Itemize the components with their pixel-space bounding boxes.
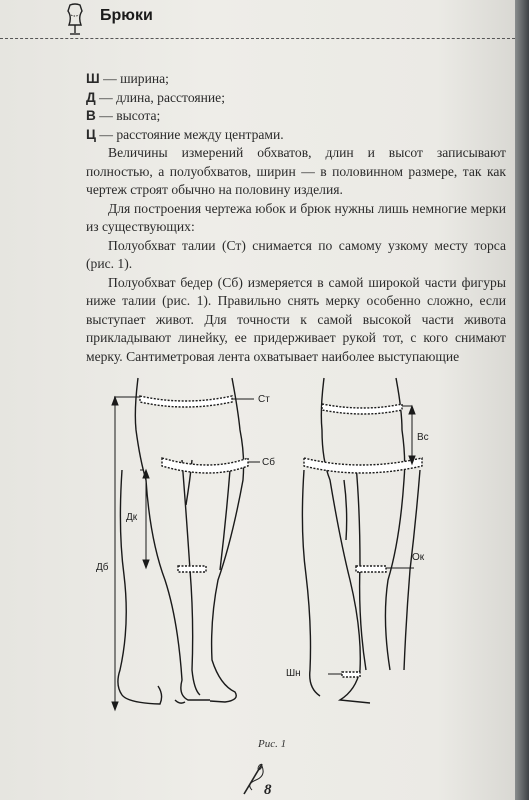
page-header — [0, 0, 515, 44]
label-shn: Шн — [286, 668, 301, 679]
paragraph: Для построения чертежа юбок и брюк нужны лишь немногие мерки из существующих: — [86, 200, 506, 234]
definition-line: Д — длина, расстояние; — [86, 89, 225, 105]
definition-line: Ц — расстояние между центрами. — [86, 126, 284, 142]
book-edge — [515, 0, 529, 800]
paragraph: Полуобхват бедер (Сб) измеряется в самой широкой части фигуры ниже талии (рис. 1). Правильно снять мерку особенно сложно, если выступает живот. Для точности к самой высокой части живота прикладывают линейку, ее придерживает рукой тот, с кого снимают мерку. Сантиметровая лента охватывает наиболее выступающие — [86, 274, 506, 364]
front-view-legs — [118, 378, 244, 704]
figure-caption: Рис. 1 — [258, 738, 287, 750]
label-vs: Вс — [417, 432, 429, 443]
label-db: Дб — [96, 562, 109, 573]
header-divider — [0, 38, 515, 39]
page-number: 8 — [264, 782, 272, 798]
paragraph: Величины измерений обхватов, длин и высот записывают полностью, а полуобхватов, ширин — в половинном размере, так как чертеж строят обычно на половину изделия. — [86, 145, 506, 197]
label-st: Ст — [258, 394, 270, 405]
front-measure-bands — [140, 396, 248, 572]
label-dk: Дк — [126, 512, 138, 523]
back-view-legs — [302, 378, 420, 703]
dimension-lines-front — [112, 397, 260, 710]
definition-line: В — высота; — [86, 108, 161, 123]
body-text — [86, 70, 506, 366]
label-sb: Сб — [262, 457, 275, 468]
page-header-title: Брюки — [100, 7, 153, 24]
figure-legs-measurements — [60, 370, 460, 730]
dress-form-icon — [64, 3, 86, 37]
paragraph: Полуобхват талии (Ст) снимается по самому узкому месту торса (рис. 1). — [86, 237, 506, 271]
definition-line: Ш — ширина; — [86, 71, 169, 86]
label-ok: Ок — [412, 552, 425, 563]
